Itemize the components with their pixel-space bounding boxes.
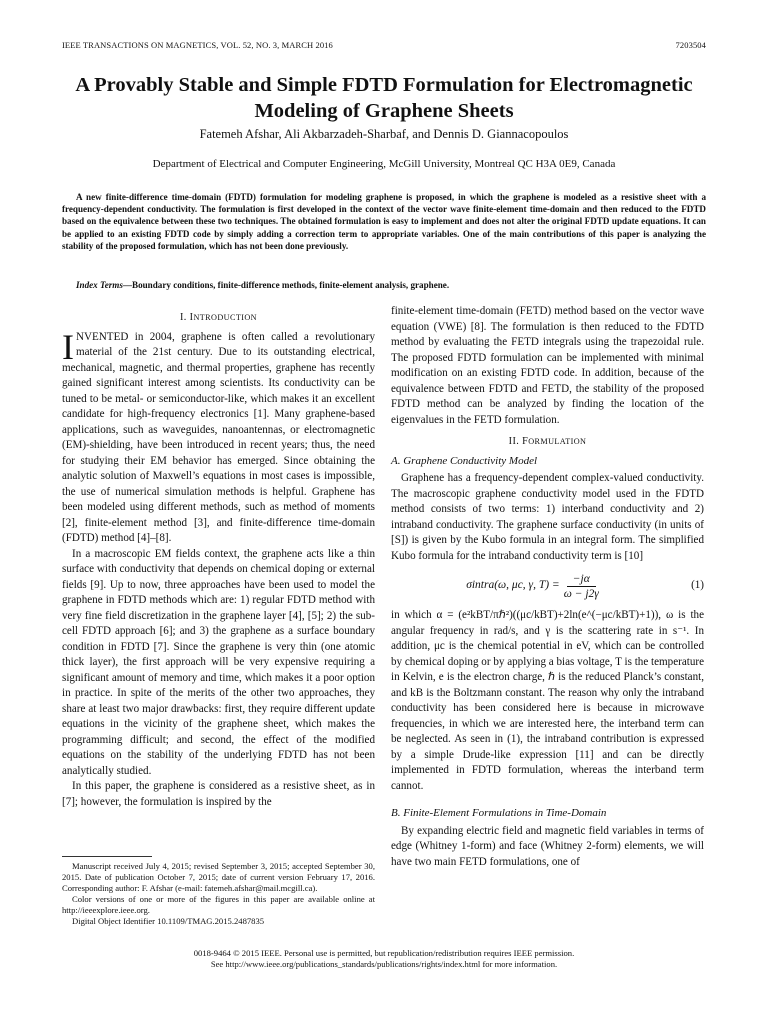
subsection-heading-fetd: B. Finite-Element Formulations in Time-Domain [391, 807, 607, 819]
drop-cap: I [62, 326, 74, 367]
index-terms-label: Index Terms [76, 280, 123, 290]
section-heading-introduction: I. INTRODUCTION [179, 312, 257, 323]
abstract: A new finite-difference time-domain (FDTD) formulation for modeling graphene is proposed, in which the graphene is modeled as a resistive sheet with a frequency-dependent conductivity. The formulation is first developed in the context of the vector wave finite-element time-domain and then reduced to the FDTD based on the equivalence between these two techniques. The obtained formulation is easy to implement and does not alter the original FDTD update equations. It can be applied to an existing FDTD code by simply adding a correction term to appropriate variables. One of the main contributions of this paper is analyzing the stability of the proposed formulation, which has not been done previously. [62, 192, 706, 251]
conductivity-paragraph: Graphene has a frequency-dependent complex-valued conductivity. The macroscopic graphene conductivity model used in the FDTD method consists of two terms: 1) interband conductivity and 2) intraband conductivity. The graphene surface conductivity (in units of [S]) is given by the Kubo formula in an integral form. The simplified Kubo formula for the intraband conductivity term is [10] [391, 472, 704, 562]
footnote-manuscript: Manuscript received July 4, 2015; revised September 3, 2015; accepted September 30, 2015. Date of publication October 7, 2015; date of current version February 17, 2016. Corresponding author: F. Afshar (e-mail: fatemeh.afshar@mail.mcgill.ca). [62, 861, 375, 893]
equation-numerator: −jα [567, 572, 596, 587]
paper-title: A Provably Stable and Simple FDTD Formulation for Electromagnetic Modeling of Graphene Sheets [75, 74, 693, 122]
affiliation: Department of Electrical and Computer Engineering, McGill University, Montreal QC H3A 0E9, Canada [152, 158, 616, 170]
journal-name: IEEE TRANSACTIONS ON MAGNETICS, VOL. 52, NO. 3, MARCH 2016 [62, 40, 333, 50]
equation-number: (1) [691, 579, 704, 592]
equation-denominator: ω − j2γ [563, 587, 599, 600]
equation-1 [391, 566, 704, 606]
intro-paragraph-3: In this paper, the graphene is considered as a resistive sheet, as in [7]; however, the formulation is inspired by the [62, 780, 375, 808]
index-terms-text: Boundary conditions, finite-difference methods, finite-element analysis, graphene. [132, 280, 450, 290]
left-column [62, 304, 375, 810]
footnote-block [62, 856, 375, 927]
index-terms-dash: — [122, 280, 133, 290]
equation-lhs: σintra(ω, μc, γ, T) = [466, 579, 560, 592]
article-number: 7203504 [675, 40, 706, 50]
subsection-heading-conductivity: A. Graphene Conductivity Model [391, 454, 538, 467]
fetd-paragraph: By expanding electric field and magnetic field variables in terms of edge (Whitney 1-form) and face (Whitney 2-form) elements, we will have two main FETD formulations, one of [391, 824, 704, 868]
footnote-color: Color versions of one or more of the figures in this paper are available online at http://ieeexplore.ieee.org. [62, 894, 375, 915]
footnote-rule [62, 856, 152, 857]
copyright-line: 0018-9464 © 2015 IEEE. Personal use is permitted, but republication/redistribution requires IEEE permission. [193, 948, 575, 958]
copyright-footer [62, 948, 706, 970]
equation-body [391, 572, 674, 601]
intro-paragraph-2: In a macroscopic EM fields context, the graphene acts like a thin surface with conductivity that depends on chemical doping or external fields [9]. Up to now, three approaches have been used to model the graphene in FDTD methods which are: 1) regular FDTD method with very fine field discretization in the graphene layer [4], [5]; 2) the sub-cell FDTD approach [6]; and 3) the graphene as a surface boundary condition in FDTD [7]. Since the graphene is very thin (one atomic thick layer), the first approach will be very expensive requiring a significant amount of memory and time, which makes it a poor option in practice. In spite of the merits of the other two approaches, they share at least two major drawbacks: first, they require different update equations in the vicinity of the graphene sheet, which makes the programming difficult; and second, the effect of the modified equations on the stability of the underlying FDTD has not been analytically studied. [62, 547, 375, 777]
index-terms [62, 279, 706, 291]
section-heading-formulation: II. FORMULATION [508, 436, 587, 447]
equation-fraction [564, 572, 599, 601]
rights-url-line: See http://www.ieee.org/publications_standards/publications/rights/index.html for more information. [210, 959, 558, 969]
right-column [391, 304, 704, 870]
equation-explanation: in which α = (e²kBT/πℏ²)((μc/kBT)+2ln(e^(−μc/kBT)+1)), ω is the angular frequency in rad/s, and γ is the scattering rate in s⁻¹. In addition, μc is the chemical potential in eV, which can be controlled by chemical doping or by applying a bias voltage, T is the temperature in Kelvin, e is the electron charge, ℏ is the reduced Planck’s constant, and kB is the Boltzmann constant. The reason why only the intraband conductivity has been considered here is because in microwave frequencies, in which we are interested here, the interband term can be neglected. As seen in (1), the intraband contribution is expressed by a simple Drude-like expression [11] and can be directly implemented in FDTD formulation, whereas the interband term cannot. [391, 609, 704, 792]
footnote-doi: Digital Object Identifier 10.1109/TMAG.2015.2487835 [72, 916, 265, 926]
running-header [62, 40, 706, 52]
intro-paragraph-continued: finite-element time-domain (FETD) method based on the vector wave equation (VWE) [8]. The formulation is then reduced to the FDTD method by evaluating the FETD integrals using the trapezoidal rule. The proposed FDTD formulation can be implemented with minimal modification on an existing FDTD code. In addition, because of the equivalence between FDTD and FETD, the stability of the proposed FDTD method can be analyzed by finding the location of the eigenvalues in the FETD formulation. [391, 305, 704, 426]
intro-paragraph-1: INVENTED in 2004, graphene is often called a revolutionary material of the 21st century. Due to its outstanding electrical, mechanical, magnetic, and thermal properties, graphene has recently gained significant interest among scientists. Its conductivity can be tuned to be metal- or semiconductor-like, which makes it an excellent candidate for high-frequency electronics [1]. Many graphene-based applications, such as waveguides, nanoantennas, or electromagnetic (EM)-shielding, have been introduced in recent years; thus, the need for studying their EM behavior has emerged. Since obtaining the analytic solution of Maxwell’s equations in most cases is impossible, the use of numerical simulation methods is helpful. Graphene has been modeled using different methods, such as method of moments [2], finite-element method [3], and finite-difference time-domain (FDTD) method [4]–[8]. [62, 326, 375, 544]
author-list: Fatemeh Afshar, Ali Akbarzadeh-Sharbaf, and Dennis D. Giannacopoulos [199, 127, 569, 141]
